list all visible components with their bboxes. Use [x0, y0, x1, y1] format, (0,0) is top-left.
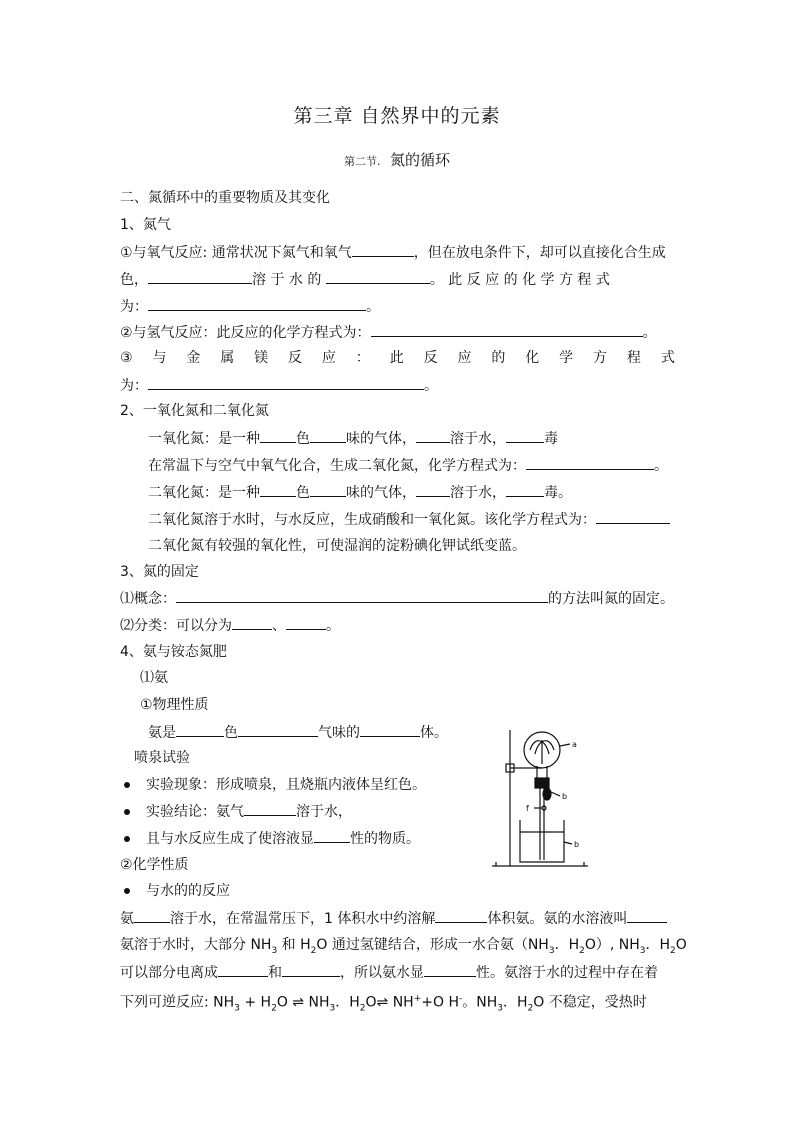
para-line: 氨溶于水时，大部分 $NH_3$ 和 $H_2O$ 通过氢键结合，形成一水合氨（$NH_3$．$H_2O$）, $NH_3$．$H_2O$ — [120, 937, 687, 956]
bullet-item: 且与水反应生成了使溶液显 性的物质。 — [124, 828, 420, 849]
beaker — [520, 820, 564, 862]
label-a: a — [572, 740, 577, 749]
fountain-apparatus-figure — [490, 720, 590, 870]
label-c: b — [574, 840, 580, 849]
subheading: 喷泉试验 — [134, 750, 190, 766]
section-title: 第二节. 氮的循环 — [343, 151, 451, 169]
para-line: 一氧化氮：是一种 色 味的气体， 溶于水， 毒 — [148, 428, 558, 449]
para-line: 氨是 色 气味的 体。 — [148, 722, 448, 743]
bullet-item: 与水的的反应 — [124, 881, 230, 901]
para-line: ②与氢气反应：此反应的化学方程式为： 。 — [120, 322, 657, 343]
heading-no-no2: 2、一氧化氮和二氧化氮 — [120, 403, 269, 419]
section-heading: 二、氮循环中的重要物质及其变化 — [120, 190, 330, 206]
para-line: 二氧化氮溶于水时，与水反应，生成硝酸和一氧化氮。该化学方程式为： — [148, 509, 670, 530]
equilibrium-arrow-icon: ⇌ — [376, 994, 389, 1011]
fountain-jet — [530, 740, 554, 764]
subheading: ①物理性质 — [140, 697, 209, 713]
bullet-item: 实验结论：氨气 溶于水， — [124, 801, 352, 822]
heading-fixation: 3、氮的固定 — [120, 564, 199, 580]
bullet-item: 实验现象：形成喷泉，且烧瓶内液体呈红色。 — [124, 775, 426, 795]
bullet-icon — [124, 809, 130, 815]
bullet-icon — [124, 836, 130, 842]
chapter-title: 第三章 自然界中的元素 — [293, 105, 501, 127]
stopper — [535, 778, 549, 788]
subheading: ⑴氨 — [140, 670, 168, 686]
para-line: ⑴概念： 的方法叫氮的固定。 — [120, 588, 674, 609]
spaced-line: ③ 与 金 属 镁 反 应 ： 此 反 应 的 化 学 方 程 式 — [120, 350, 675, 366]
para-line: 在常温下与空气中氧气化合，生成二氧化氮，化学方程式为： 。 — [148, 455, 668, 476]
label-b: b — [562, 792, 568, 801]
para-line: 氨 溶于水，在常温常压下，1 体积水中约溶解 体积氨。氨的水溶液叫 — [120, 908, 667, 929]
para-line: 为： 。 — [120, 296, 380, 317]
para-line: ①与氧气反应: 通常状况下氮气和氧气 ，但在放电条件下，却可以直接化合生成 — [120, 242, 666, 263]
para-line: 可以部分电离成 和 ，所以氨水显 性。氨溶于水的过程中存在着 — [120, 962, 658, 983]
heading-nitrogen: 1、氮气 — [120, 217, 171, 233]
para-line: 色， 溶 于 水 的 。 此 反 应 的 化 学 方 程 式 — [120, 269, 610, 290]
subheading: ②化学性质 — [120, 857, 189, 873]
equilibrium-arrow-icon: ⇌ — [292, 994, 305, 1011]
para-line: 下列可逆反应: $NH_3 + H_2O$ ⇌ $NH_3$．$H_2O\rightleftharpoons$ NH++O H-。$NH_3$．$H_2O$ 不稳定，受热时 — [120, 994, 647, 1014]
para-line: 二氧化氮：是一种 色 味的气体， 溶于水， 毒。 — [148, 482, 572, 503]
para-line: 为： 。 — [120, 375, 438, 396]
heading-ammonia: 4、氨与铵态氮肥 — [120, 644, 227, 660]
bullet-icon — [124, 782, 130, 788]
bullet-icon — [124, 888, 130, 894]
label-f: f — [526, 804, 529, 813]
para-line: 二氧化氮有较强的氧化性，可使湿润的淀粉碘化钾试纸变蓝。 — [148, 538, 526, 554]
para-line: ⑵分类：可以分为 、 。 — [120, 615, 340, 636]
dropper-bulb — [543, 788, 551, 800]
